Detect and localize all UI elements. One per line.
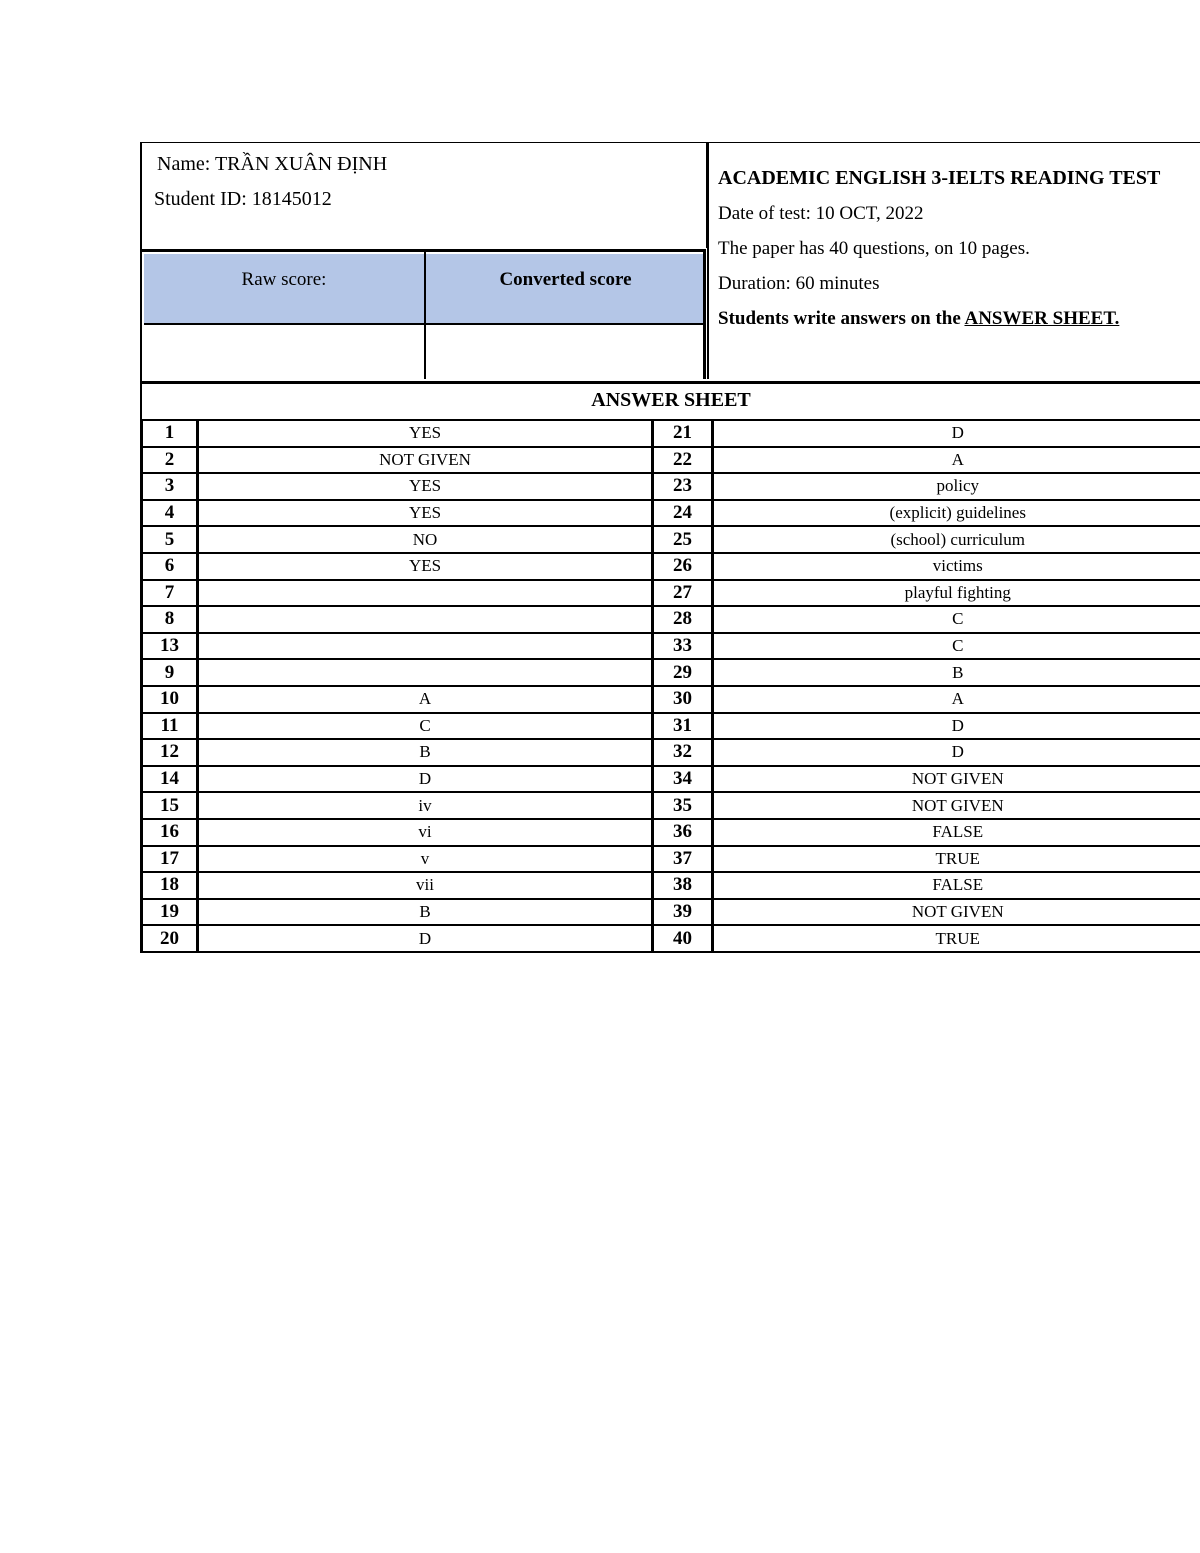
answer-cell: NOT GIVEN [713,766,1200,793]
answer-cell: C [198,713,653,740]
answer-cell: A [713,686,1200,713]
answer-cell: NOT GIVEN [713,899,1200,926]
answer-cell: YES [198,473,653,500]
question-number: 26 [653,553,713,580]
answer-row [142,420,1200,447]
answer-row [142,713,1200,740]
raw-score-label: Raw score: [241,269,327,290]
answer-row [142,766,1200,793]
answer-row [142,473,1200,500]
question-number: 37 [653,846,713,873]
answer-cell: B [198,899,653,926]
answer-row [142,686,1200,713]
question-number: 15 [142,792,198,819]
score-column-divider [424,252,426,379]
exam-answer-sheet [140,142,1200,953]
question-number: 8 [142,606,198,633]
answer-cell: A [198,686,653,713]
answer-cell: YES [198,500,653,527]
question-number: 9 [142,659,198,686]
answer-cell: iv [198,792,653,819]
answer-cell: D [713,713,1200,740]
score-box [142,249,706,379]
question-number: 1 [142,420,198,447]
question-number: 24 [653,500,713,527]
answer-row [142,739,1200,766]
answer-row [142,633,1200,660]
answer-cell [198,633,653,660]
question-number: 3 [142,473,198,500]
question-number: 30 [653,686,713,713]
answer-cell: NO [198,526,653,553]
answer-cell: FALSE [713,872,1200,899]
test-title: ACADEMIC ENGLISH 3-IELTS READING TEST [718,167,1161,189]
answer-cell: C [713,606,1200,633]
answer-row [142,846,1200,873]
answer-cell [198,580,653,607]
answer-cell: D [713,420,1200,447]
converted-score-label: Converted score [499,269,632,290]
answer-cell: TRUE [713,925,1200,952]
question-number: 34 [653,766,713,793]
answer-row [142,580,1200,607]
answer-cell: playful fighting [713,580,1200,607]
answer-cell [198,606,653,633]
answer-cell: (school) curriculum [713,526,1200,553]
answer-cell: B [713,659,1200,686]
answer-cell: TRUE [713,846,1200,873]
question-number: 11 [142,713,198,740]
answer-cell: (explicit) guidelines [713,500,1200,527]
answer-cell: C [713,633,1200,660]
answer-cell: v [198,846,653,873]
answer-row [142,899,1200,926]
question-number: 23 [653,473,713,500]
question-number: 36 [653,819,713,846]
question-number: 31 [653,713,713,740]
answer-row [142,606,1200,633]
answer-cell: D [713,739,1200,766]
question-number: 20 [142,925,198,952]
answer-row [142,792,1200,819]
question-number: 32 [653,739,713,766]
answer-sheet-title: ANSWER SHEET [140,381,1200,419]
question-number: 2 [142,447,198,474]
question-number: 25 [653,526,713,553]
test-info-box [707,143,1200,379]
answer-row [142,925,1200,952]
answer-cell: YES [198,420,653,447]
answer-row [142,447,1200,474]
answer-cell: FALSE [713,819,1200,846]
answer-cell: B [198,739,653,766]
question-number: 6 [142,553,198,580]
question-number: 29 [653,659,713,686]
question-number: 27 [653,580,713,607]
question-number: 4 [142,500,198,527]
answer-cell: NOT GIVEN [713,792,1200,819]
question-number: 35 [653,792,713,819]
test-instruction [718,308,1119,330]
answer-row [142,819,1200,846]
header-block [140,142,1200,381]
instruction-text: Students write answers on the [718,308,965,329]
question-number: 28 [653,606,713,633]
question-number: 10 [142,686,198,713]
answer-cell: D [198,766,653,793]
question-number: 21 [653,420,713,447]
student-info-box [142,143,707,248]
question-number: 39 [653,899,713,926]
question-number: 22 [653,447,713,474]
answer-cell: vi [198,819,653,846]
answer-cell: D [198,925,653,952]
answer-cell: victims [713,553,1200,580]
question-number: 13 [142,633,198,660]
answer-row [142,526,1200,553]
test-date: Date of test: 10 OCT, 2022 [718,203,924,224]
answer-row [142,872,1200,899]
answer-cell: policy [713,473,1200,500]
question-number: 17 [142,846,198,873]
answer-row [142,500,1200,527]
test-paper-info: The paper has 40 questions, on 10 pages. [718,238,1030,259]
instruction-answer-sheet: ANSWER SHEET. [964,308,1120,329]
question-number: 18 [142,872,198,899]
question-number: 7 [142,580,198,607]
answer-row [142,553,1200,580]
question-number: 14 [142,766,198,793]
question-number: 12 [142,739,198,766]
question-number: 40 [653,925,713,952]
question-number: 38 [653,872,713,899]
answer-cell [198,659,653,686]
answer-table [140,419,1200,953]
student-id: Student ID: 18145012 [154,188,332,210]
answer-cell: vii [198,872,653,899]
answer-cell: YES [198,553,653,580]
question-number: 16 [142,819,198,846]
question-number: 19 [142,899,198,926]
answer-cell: A [713,447,1200,474]
student-name: Name: TRẦN XUÂN ĐỊNH [157,153,388,175]
answer-row [142,659,1200,686]
question-number: 5 [142,526,198,553]
answer-cell: NOT GIVEN [198,447,653,474]
question-number: 33 [653,633,713,660]
test-duration: Duration: 60 minutes [718,273,880,294]
